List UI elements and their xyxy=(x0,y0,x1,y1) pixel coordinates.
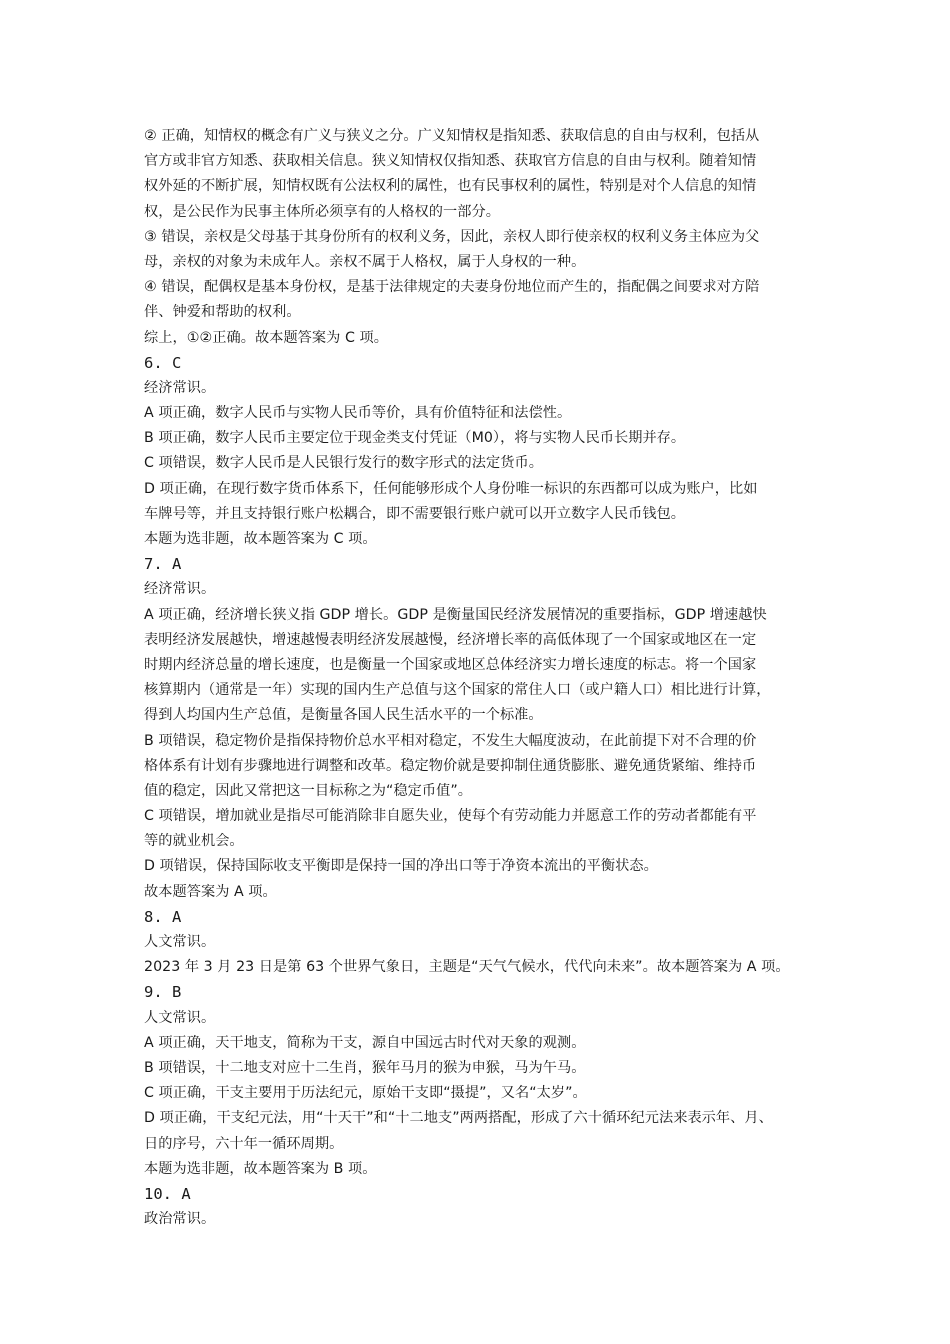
text-line: ③ 错误，亲权是父母基于其身份所有的权利义务，因此，亲权人即行使亲权的权利义务主体应为父 xyxy=(144,228,760,245)
category-label: 经济常识。 xyxy=(144,581,216,598)
answer-explanations-page xyxy=(144,124,812,1232)
conclusion-line: 故本题答案为 A 项。 xyxy=(144,883,277,900)
option-b-line: B 项正确，数字人民币主要定位于现金类支付凭证（M0），将与实物人民币长期并存。 xyxy=(144,430,686,447)
text-line: 权外延的不断扩展，知情权既有公法权利的属性，也有民事权利的属性，特别是对个人信息的知情 xyxy=(144,178,757,195)
question-number: 8. A xyxy=(144,907,182,926)
option-c-line: C 项正确，干支主要用于历法纪元，原始干支即“摄提”，又名“太岁”。 xyxy=(144,1085,587,1102)
question-number: 10. A xyxy=(144,1184,191,1203)
q7-explanation xyxy=(144,552,812,905)
text-line: 权，是公民作为民事主体所必须享有的人格权的一部分。 xyxy=(144,203,500,220)
text-line: ② 正确，知情权的概念有广义与狭义之分。广义知情权是指知悉、获取信息的自由与权利，包括从 xyxy=(144,128,760,144)
q10-explanation xyxy=(144,1182,812,1232)
option-a-line: A 项正确，天干地支，简称为干支，源自中国远古时代对天象的观测。 xyxy=(144,1034,586,1051)
q6-explanation xyxy=(144,351,812,553)
text-line: 车牌号等，并且支持银行账户松耦合，即不需要银行账户就可以开立数字人民币钱包。 xyxy=(144,505,686,522)
option-d-line: D 项正确，干支纪元法，用“十天干”和“十二地支”两两搭配，形成了六十循环纪元法来表示年、月、 xyxy=(144,1110,773,1127)
text-line: 日的序号，六十年一循环周期。 xyxy=(144,1135,344,1152)
option-b-line: B 项错误，十二地支对应十二生肖，猴年马月的猴为申猴，马为午马。 xyxy=(144,1059,586,1076)
option-c-line: C 项错误，数字人民币是人民银行发行的数字形式的法定货币。 xyxy=(144,455,543,472)
text-line: 值的稳定，因此又常把这一目标称之为“稳定币值”。 xyxy=(144,782,473,799)
text-line: 格体系有计划有步骤地进行调整和改革。稳定物价就是要抑制住通货膨胀、避免通货紧缩、维持币 xyxy=(144,757,757,774)
text-line: 官方或非官方知悉、获取相关信息。狭义知情权仅指知悉、获取官方信息的自由与权利。随着知情 xyxy=(144,153,757,170)
text-line: 表明经济发展越快，增速越慢表明经济发展越慢，经济增长率的高低体现了一个国家或地区在一定 xyxy=(144,631,757,648)
q9-explanation xyxy=(144,980,812,1182)
q8-explanation xyxy=(144,905,812,981)
conclusion-line: 本题为选非题，故本题答案为 C 项。 xyxy=(144,531,377,547)
option-b-line: B 项错误，稳定物价是指保持物价总水平相对稳定，不发生大幅度波动，在此前提下对不合理的价 xyxy=(144,732,757,749)
question-number: 6. C xyxy=(144,353,182,372)
q5-explanation-continued xyxy=(144,124,812,351)
option-a-line: A 项正确，数字人民币与实物人民币等价，具有价值特征和法偿性。 xyxy=(144,405,572,422)
category-label: 经济常识。 xyxy=(144,379,216,396)
question-number: 9. B xyxy=(144,983,182,1002)
text-line: 核算期内（通常是一年）实现的国内生产总值与这个国家的常住人口（或户籍人口）相比进行计算， xyxy=(144,682,771,699)
option-d-line: D 项错误，保持国际收支平衡即是保持一国的净出口等于净资本流出的平衡状态。 xyxy=(144,858,658,875)
text-line: 母，亲权的对象为未成年人。亲权不属于人格权，属于人身权的一种。 xyxy=(144,253,586,270)
option-a-line: A 项正确，经济增长狭义指 GDP 增长。GDP 是衡量国民经济发展情况的重要指标，GDP 增速越快 xyxy=(144,606,767,623)
option-c-line: C 项错误，增加就业是指尽可能消除非自愿失业，使每个有劳动能力并愿意工作的劳动者都能有平 xyxy=(144,808,757,825)
option-d-line: D 项正确，在现行数字货币体系下，任何能够形成个人身份唯一标识的东西都可以成为账户，比如 xyxy=(144,480,758,497)
conclusion-line: 本题为选非题，故本题答案为 B 项。 xyxy=(144,1160,377,1177)
category-label: 人文常识。 xyxy=(144,1009,216,1026)
category-label: 政治常识。 xyxy=(144,1211,216,1228)
text-line: 得到人均国内生产总值，是衡量各国人民生活水平的一个标准。 xyxy=(144,707,543,724)
text-line: 2023 年 3 月 23 日是第 63 个世界气象日，主题是“天气气候水，代代向未来”。故本题答案为 A 项。 xyxy=(144,959,790,976)
text-line: 伴、钟爱和帮助的权利。 xyxy=(144,304,301,321)
text-line: 等的就业机会。 xyxy=(144,833,244,850)
category-label: 人文常识。 xyxy=(144,934,216,950)
text-line: ④ 错误，配偶权是基本身份权，是基于法律规定的夫妻身份地位而产生的，指配偶之间要求对方陪 xyxy=(144,279,760,296)
question-number: 7. A xyxy=(144,555,182,574)
text-line: 时期内经济总量的增长速度，也是衡量一个国家或地区总体经济实力增长速度的标志。将一个国家 xyxy=(144,656,757,673)
conclusion-line: 综上，①②正确。故本题答案为 C 项。 xyxy=(144,329,388,346)
